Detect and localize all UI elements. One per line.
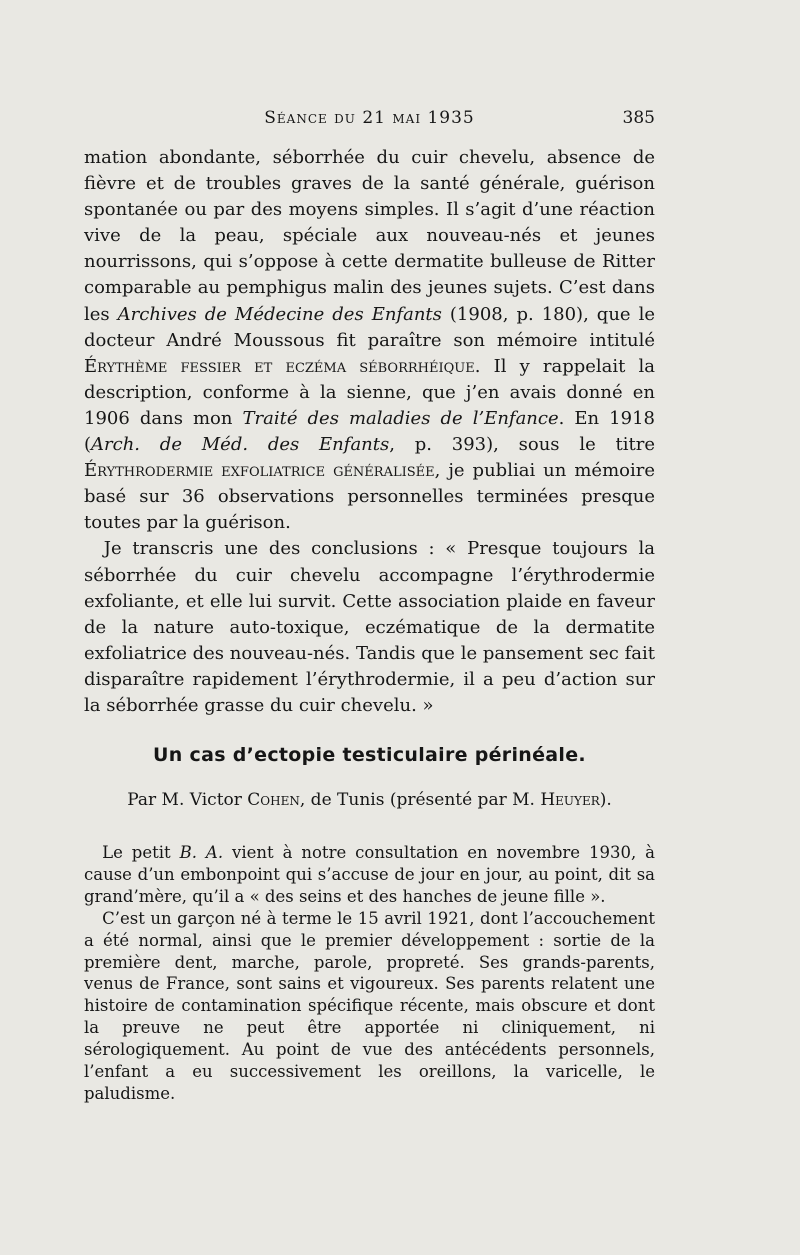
- running-header: [84, 108, 655, 132]
- running-title-day: 21: [362, 108, 386, 128]
- paragraph: [84, 145, 661, 536]
- text-run: vient à notre consultation en novembre 1930, à cause d’un embonpoint qui s’accuse de jour en jour, au point, dit sa grand’mère, qu’il a « des seins et des hanches de jeune fille ».: [84, 843, 661, 906]
- book-title: Traité des maladies de l’Enfance: [242, 407, 559, 429]
- presenter-name: Heuyer: [540, 790, 600, 810]
- paragraph: Je transcris une des conclusions : « Presque toujours la séborrhée du cuir chevelu accompagne l’érythrodermie exfoliante, et elle lui survit. Cette association plaide en faveur de la nature auto-toxique, eczématique de la dermatite exfoliatrice des nouveau-nés. Tandis que le pansement sec fait disparaître rapidement l’érythrodermie, il a peu d’action sur la séborrhée grasse du cuir chevelu. »: [84, 538, 661, 716]
- journal-title: Arch. de Méd. des Enfants: [91, 434, 390, 456]
- previous-article-text: [84, 145, 661, 719]
- article-text: [84, 842, 661, 1105]
- patient-initials: B. A.: [179, 843, 224, 862]
- memoir-title: Érythème fessier et eczéma séborrhéique: [84, 355, 475, 377]
- text-run: , p. 393), sous le titre: [389, 434, 661, 456]
- text-run: ).: [599, 790, 612, 810]
- article-title: Un cas d’ectopie testiculaire périnéale.: [153, 744, 586, 766]
- paragraph: [84, 842, 661, 908]
- running-title-year: 1935: [427, 108, 475, 128]
- running-title: [84, 108, 655, 128]
- memoir-title: Érythrodermie exfoliatrice généralisée: [84, 460, 435, 482]
- running-title-month: mai: [392, 108, 422, 128]
- text-run: mation abondante, séborrhée du cuir chevelu, absence de fièvre et de troubles graves de la santé générale, guérison spontanée ou par des moyens simples. Il s’agit d’une réaction vive de la peau, spéciale aux nouveau-nés et jeunes nourrissons, qui s’oppose à cette dermatite bulleuse de Ritter comparable au pemphigus malin des jeunes sujets. C’est dans les: [84, 147, 661, 325]
- journal-title: Archives de Médecine des Enfants: [117, 303, 442, 325]
- running-title-session: Séance du: [264, 108, 356, 128]
- text-run: (1908, p. 180), que le docteur André Moussous fit paraître son mémoire intitulé: [84, 303, 661, 351]
- author-name: Cohen: [247, 790, 300, 810]
- text-run: . Il y rappelait la description, conforme à la sienne, que j’en avais donné en 1906 dans mon: [84, 355, 661, 429]
- paragraph: C’est un garçon né à terme le 15 avril 1921, dont l’accouchement a été normal, ainsi que le premier développement : sortie de la première dent, marche, parole, propreté. Ses grands-parents, venus de France, sont sains et vigoureux. Ses parents relatent une histoire de contamination spécifique récente, mais obscure et dont la preuve ne peut être apportée ni cliniquement, ni sérologiquement. Au point de vue des antécédents personnels, l’enfant a eu successivement les oreillons, la varicelle, le paludisme.: [84, 908, 661, 1103]
- text-run: Le petit: [102, 843, 180, 862]
- text-run: , je publiai un mémoire basé sur 36 observations personnelles terminées presque toutes par la guérison.: [84, 460, 661, 534]
- page-number: 385: [622, 108, 655, 128]
- article-byline: [84, 790, 655, 810]
- text-run: , de Tunis (présenté par M.: [299, 790, 541, 810]
- text-run: Par M. Victor: [127, 790, 248, 810]
- text-run: . En 1918 (: [84, 407, 661, 456]
